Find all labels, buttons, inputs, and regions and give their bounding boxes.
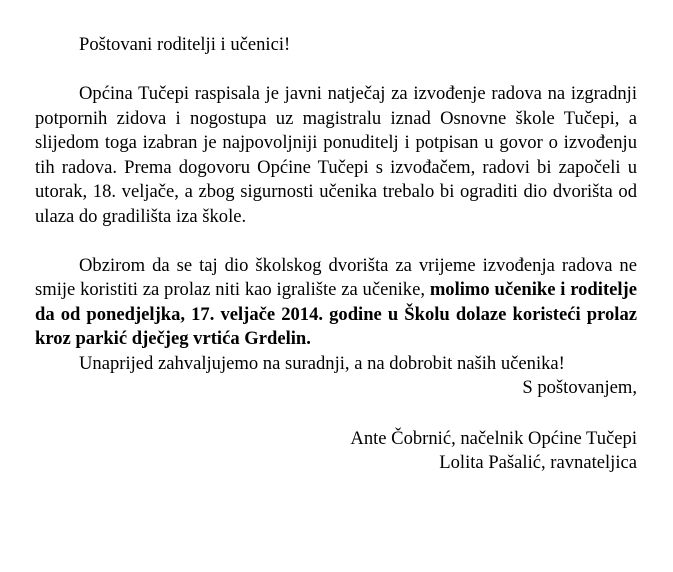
paragraph-spacer xyxy=(35,229,637,254)
paragraph-spacer xyxy=(35,58,637,83)
signature-spacer xyxy=(35,401,637,427)
letter-document xyxy=(35,33,637,476)
paragraph-route-instructions xyxy=(35,254,637,352)
signature-principal: Lolita Pašalić, ravnateljica xyxy=(439,452,637,473)
route-instructions-emphasis: molimo učenike i roditelje da od ponedjeljka, 17. veljače 2014. godine u Školu dolaze koristeći prolaz kroz parkić dječjeg vrtića Grdelin. xyxy=(35,279,637,349)
paragraph-construction-notice: Općina Tučepi raspisala je javni natječaj za izvođenje radova na izgradnji potpornih zidova i nogostupa uz magistralu iznad Osnovne škole Tučepi, a slijedom toga izabran je najpovoljniji ponuditelj i potpisan u govor o izvođenju tih radova. Prema dogovoru Općine Tučepi s izvođačem, radovi bi započeli u utorak, 18. veljače, a zbog sigurnosti učenika trebalo bi ograditi dio dvorišta od ulaza do gradilišta iza škole. xyxy=(35,83,637,227)
route-instructions-text: Obzirom da se taj dio školskog dvorišta za vrijeme izvođenja radova ne smije koristiti za prolaz niti kao igralište za učenike, xyxy=(35,254,637,300)
paragraph-thanks: Unaprijed zahvaljujemo na suradnji, a na dobrobit naših učenika! xyxy=(79,352,565,374)
letter-closing: S poštovanjem, xyxy=(522,377,637,398)
signature-mayor: Ante Čobrnić, načelnik Općine Tučepi xyxy=(350,427,637,449)
letter-greeting: Poštovani roditelji i učenici! xyxy=(79,34,291,55)
